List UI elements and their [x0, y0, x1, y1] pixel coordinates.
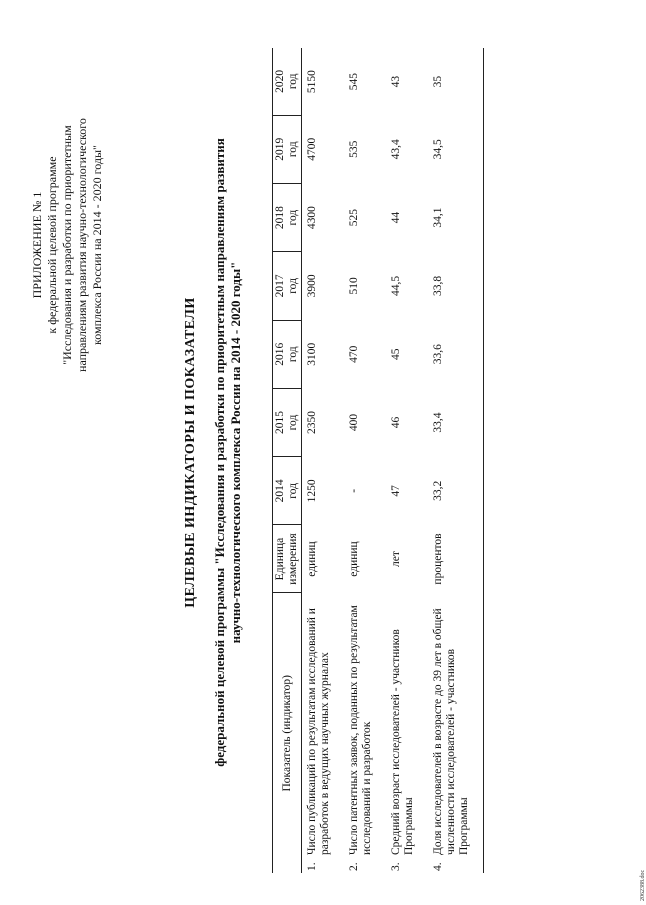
year-suffix: год	[287, 141, 299, 158]
indicator-name: Доля исследователей в возрасте до 39 лет в общей численности исследователей - участников Программы	[432, 608, 470, 855]
indicator-name: Число публикаций по результатам исследований и разработок в ведущих научных журналах	[306, 608, 331, 855]
year-suffix: год	[287, 73, 299, 90]
row-number: 2.	[348, 862, 360, 871]
header-year	[273, 457, 302, 525]
value-cell: 535	[348, 140, 360, 158]
table-header-row	[273, 48, 302, 873]
year-suffix: год	[287, 414, 299, 431]
year-label: 2017	[274, 274, 286, 298]
header-year	[273, 320, 302, 388]
value-cell: -	[348, 488, 360, 493]
value-cell: 1250	[306, 479, 318, 503]
indicators-table	[272, 48, 484, 873]
indicator-cell	[428, 593, 484, 873]
unit-cell: единиц	[348, 541, 360, 577]
year-label: 2019	[274, 137, 286, 161]
header-year	[273, 183, 302, 251]
year-label: 2014	[274, 479, 286, 503]
table-row	[428, 48, 484, 873]
indicator-name: Средний возраст исследователей - участников Программы	[390, 629, 415, 855]
value-cell: 4300	[306, 206, 318, 230]
indicator-cell	[302, 593, 345, 873]
value-cell: 43	[390, 75, 402, 88]
header-year	[273, 48, 302, 115]
appendix-line: ПРИЛОЖЕНИЕ № 1	[30, 191, 44, 299]
value-cell: 46	[390, 416, 402, 429]
table-row	[344, 48, 386, 873]
unit-cell: единиц	[306, 541, 318, 577]
document-id: 2062388.doc	[640, 869, 646, 901]
value-cell: 33,2	[428, 457, 484, 525]
value-cell: 470	[348, 345, 360, 363]
value-cell: 44	[390, 211, 402, 224]
indicator-cell	[386, 593, 428, 873]
value-cell: 34,5	[428, 115, 484, 183]
value-cell: 5150	[306, 70, 318, 94]
header-unit-line: Единица	[274, 537, 286, 581]
header-indicator: Показатель (индикатор)	[273, 593, 302, 873]
value-cell: 3100	[306, 342, 318, 366]
value-cell: 44,5	[390, 275, 402, 296]
value-cell: 35	[428, 48, 484, 115]
header-year	[273, 115, 302, 183]
indicator-name: Число патентных заявок, поданных по результатам исследований и разработок	[348, 605, 373, 855]
value-cell: 43,4	[390, 139, 402, 160]
appendix-line: "Исследования и разработки по приоритетным	[60, 125, 74, 365]
year-label: 2020	[274, 69, 286, 93]
year-suffix: год	[287, 209, 299, 226]
table-row	[302, 48, 345, 873]
page-subtitle	[212, 60, 244, 845]
value-cell: 33,6	[428, 320, 484, 388]
value-cell: 33,4	[428, 388, 484, 456]
row-number: 1.	[306, 862, 318, 871]
value-cell: 545	[348, 72, 360, 91]
header-unit	[273, 525, 302, 593]
value-cell: 4700	[306, 137, 318, 161]
table-row	[386, 48, 428, 873]
appendix-line: комплекса России на 2014 - 2020 годы"	[90, 145, 104, 345]
value-cell: 34,1	[428, 183, 484, 251]
value-cell: 2350	[306, 411, 318, 435]
header-unit-line: измерения	[287, 533, 299, 585]
value-cell: 47	[390, 485, 402, 497]
value-cell: 45	[390, 348, 402, 360]
year-label: 2016	[274, 342, 286, 366]
subtitle-line: научно-технологического комплекса России на 2014 - 2020 годы"	[228, 261, 243, 644]
page-title: ЦЕЛЕВЫЕ ИНДИКАТОРЫ И ПОКАЗАТЕЛИ	[183, 297, 198, 608]
unit-cell: процентов	[428, 525, 484, 593]
subtitle-line: федеральной целевой программы "Исследования и разработки по приоритетным направлениям развития	[212, 138, 227, 767]
value-cell: 400	[348, 413, 360, 432]
year-suffix: год	[287, 483, 299, 499]
header-year	[273, 388, 302, 456]
row-number: 3.	[390, 862, 402, 871]
appendix-block	[30, 85, 105, 405]
value-cell: 3900	[306, 274, 318, 298]
value-cell: 33,8	[428, 252, 484, 320]
year-suffix: год	[287, 278, 299, 294]
unit-cell: лет	[390, 551, 402, 567]
value-cell: 510	[348, 277, 360, 295]
appendix-line: направлениям развития научно-технологического	[75, 118, 89, 372]
appendix-line: к федеральной целевой программе	[45, 156, 59, 334]
header-year	[273, 252, 302, 320]
year-suffix: год	[287, 346, 299, 363]
row-number: 4.	[432, 862, 444, 871]
year-label: 2015	[274, 411, 286, 435]
value-cell: 525	[348, 208, 360, 227]
year-label: 2018	[274, 206, 286, 230]
indicator-cell	[344, 593, 386, 873]
